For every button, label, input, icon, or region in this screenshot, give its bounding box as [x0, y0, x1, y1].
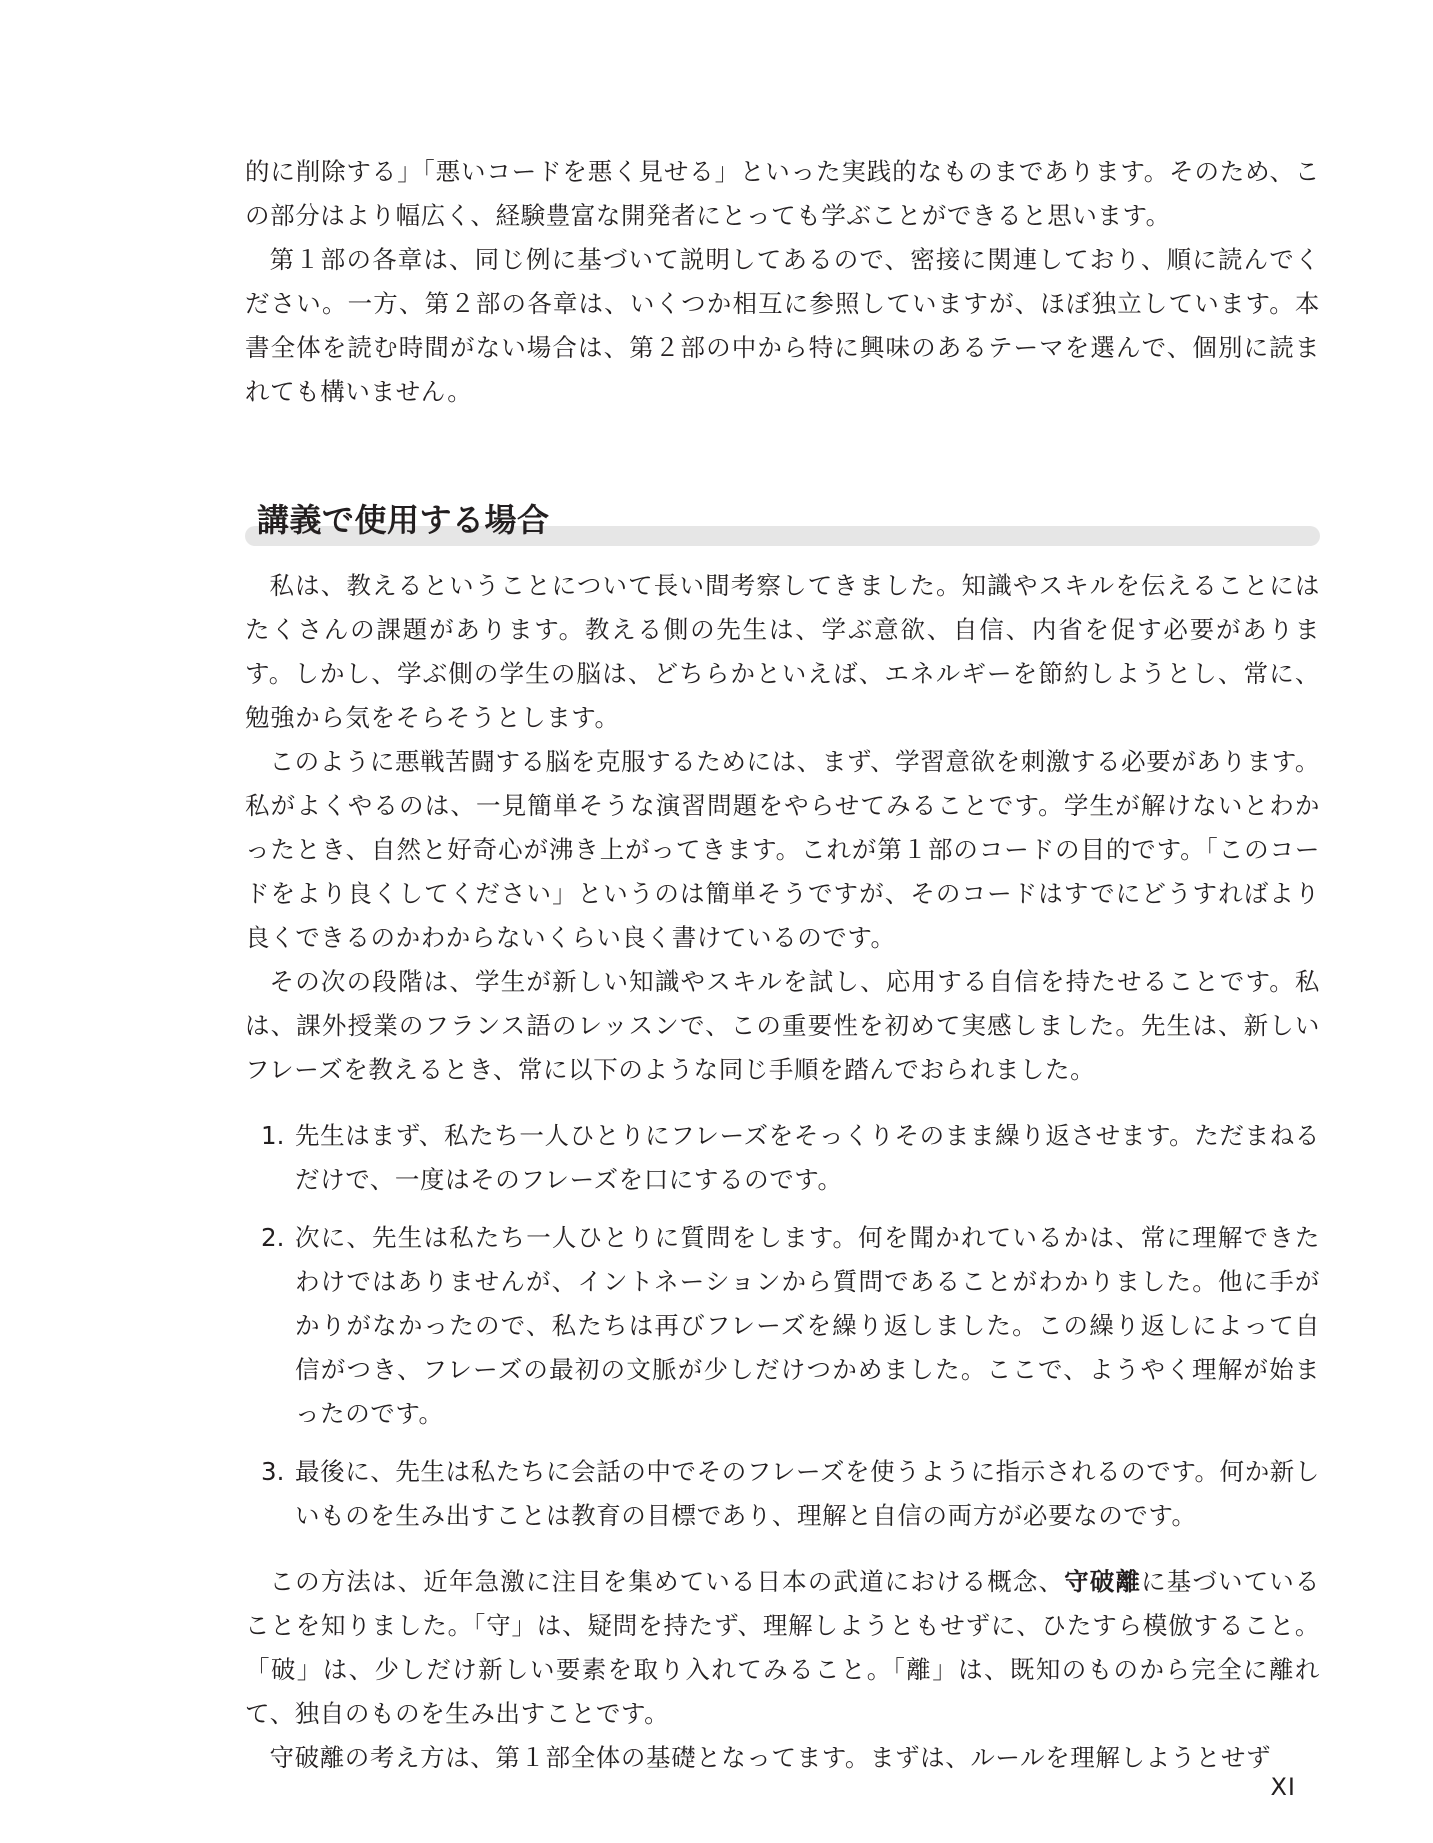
numbered-steps-list [245, 1114, 1320, 1538]
section-paragraph-2: このように悪戦苦闘する脳を克服するためには、まず、学習意欲を刺激する必要があります。私がよくやるのは、一見簡単そうな演習問題をやらせてみることです。学生が解けないとわかったとき、自然と好奇心が沸き上がってきます。これが第１部のコードの目的です。「このコードをより良くしてください」というのは簡単そうですが、そのコードはすでにどうすればより良くできるのかわからないくらい良く書けているのです。 [245, 747, 1321, 952]
list-item-number: 1. [261, 1121, 285, 1150]
section-heading [245, 500, 1320, 546]
list-item-text: 次に、先生は私たち一人ひとりに質問をします。何を聞かれているかは、常に理解できたわけではありませんが、イントネーションから質問であることがわかりました。他に手がかりがなかったので、私たちは再びフレーズを繰り返しました。この繰り返しによって自信がつき、フレーズの最初の文脈が少しだけつかめました。ここで、ようやく理解が始まったのです。 [295, 1223, 1320, 1428]
list-item [245, 1450, 1320, 1538]
list-item-number: 3. [261, 1457, 285, 1486]
section-paragraph-3: その次の段階は、学生が新しい知識やスキルを試し、応用する自信を持たせることです。私は、課外授業のフランス語のレッスンで、この重要性を初めて実感しました。先生は、新しいフレーズを教えるとき、常に以下のような同じ手順を踏んでおられました。 [245, 967, 1320, 1084]
list-item-number: 2. [261, 1223, 285, 1252]
section-paragraph-5: 守破離の考え方は、第１部全体の基礎となってます。まずは、ルールを理解しようとせず [269, 1743, 1272, 1772]
section-title: 講義で使用する場合 [257, 501, 550, 539]
list-item [245, 1114, 1320, 1202]
page-body [245, 150, 1320, 1780]
list-item [245, 1216, 1320, 1436]
intro-paragraph-1: 的に削除する」「悪いコードを悪く見せる」といった実践的なものまであります。そのため、この部分はより幅広く、経験豊富な開発者にとっても学ぶことができると思います。 [245, 157, 1320, 230]
paragraph-text-before-term: この方法は、近年急激に注目を集めている日本の武道における概念、 [269, 1567, 1065, 1596]
paragraph-text-after-term: に基づいていることを知りました。「守」は、疑問を持たず、理解しようともせずに、ひたすら模倣すること。「破」は、少しだけ新しい要素を取り入れてみること。「離」は、既知のものから完全に離れて、独自のものを生み出すことです。 [245, 1567, 1320, 1728]
list-item-text: 最後に、先生は私たちに会話の中でそのフレーズを使うように指示されるのです。何か新しいものを生み出すことは教育の目標であり、理解と自信の両方が必要なのです。 [295, 1457, 1320, 1530]
intro-paragraph-2: 第１部の各章は、同じ例に基づいて説明してあるので、密接に関連しており、順に読んでください。一方、第２部の各章は、いくつか相互に参照していますが、ほぼ独立しています。本書全体を読む時間がない場合は、第２部の中から特に興味のあるテーマを選んで、個別に読まれても構いません。 [245, 245, 1320, 406]
section-paragraph-1: 私は、教えるということについて長い間考察してきました。知識やスキルを伝えることにはたくさんの課題があります。教える側の先生は、学ぶ意欲、自信、内省を促す必要があります。しかし、学ぶ側の学生の脳は、どちらかといえば、エネルギーを節約しようとし、常に、勉強から気をそらそうとします。 [245, 571, 1320, 732]
section-paragraph-4 [245, 1560, 1320, 1736]
list-item-text: 先生はまず、私たち一人ひとりにフレーズをそっくりそのまま繰り返させます。ただまねるだけで、一度はそのフレーズを口にするのです。 [295, 1121, 1320, 1194]
emphasized-term: 守破離 [1064, 1567, 1142, 1596]
page-number: XI [1270, 1773, 1296, 1801]
